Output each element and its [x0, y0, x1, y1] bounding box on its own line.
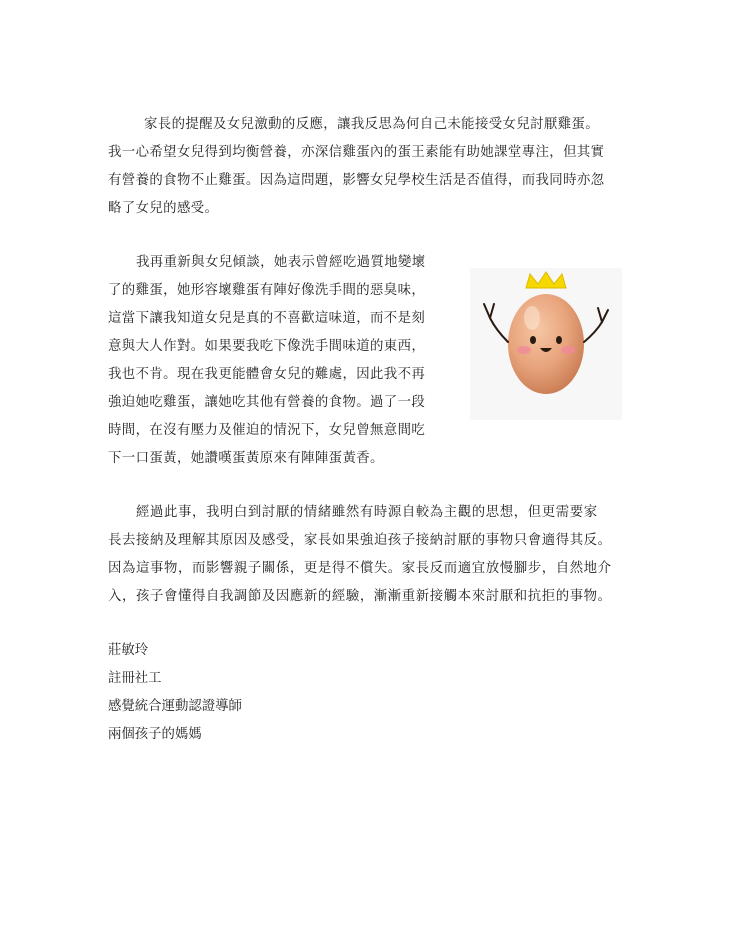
text-line: 我一心希望女兒得到均衡營養，亦深信雞蛋內的蛋王素能有助她課堂專注，但其實 — [108, 145, 605, 160]
egg-mascot-icon — [470, 268, 622, 420]
text-line: 我也不肯。現在我更能體會女兒的難處，因此我不再 — [108, 367, 426, 382]
egg-highlight — [524, 306, 540, 330]
left-eye-icon — [530, 336, 536, 344]
right-eye-icon — [556, 336, 562, 344]
text-line: 略了女兒的感受。 — [108, 201, 219, 216]
text-line: 長去接納及理解其原因及感受，家長如果強迫孩子接納討厭的事物只會適得其反。 — [108, 533, 612, 548]
author-role: 感覺統合運動認證導師 — [108, 699, 242, 714]
text-line: 有營養的食物不止雞蛋。因為這問題，影響女兒學校生活是否值得，而我同時亦忽 — [108, 173, 605, 188]
right-cheek — [561, 346, 575, 354]
text-line: 下一口蛋黃，她讚嘆蛋黃原來有陣陣蛋黃香。 — [108, 451, 384, 466]
egg-body — [508, 294, 584, 394]
egg-mascot-illustration — [470, 268, 622, 420]
left-cheek — [517, 346, 531, 354]
text-line: 我再重新與女兒傾談，她表示曾經吃過質地變壞 — [136, 255, 426, 270]
author-name: 莊敏玲 — [108, 643, 149, 658]
text-line: 意與大人作對。如果要我吃下像洗手間味道的東西， — [108, 339, 426, 354]
author-role: 註冊社工 — [108, 671, 162, 686]
text-line: 因為這事物，而影響親子關係，更是得不償失。家長反而適宜放慢腳步，自然地介 — [108, 561, 612, 576]
text-line: 入，孩子會懂得自我調節及因應新的經驗，漸漸重新接觸本來討厭和抗拒的事物。 — [108, 589, 612, 604]
text-line: 時間，在沒有壓力及催迫的情況下，女兒曾無意間吃 — [108, 423, 426, 438]
author-role: 兩個孩子的媽媽 — [108, 727, 202, 742]
text-line: 了的雞蛋，她形容壞雞蛋有陣好像洗手間的惡臭味， — [108, 283, 426, 298]
text-line: 強迫她吃雞蛋，讓她吃其他有營養的食物。過了一段 — [108, 395, 426, 410]
text-line: 經過此事，我明白到討厭的情緒雖然有時源自較為主觀的思想，但更需要家 — [136, 505, 598, 520]
text-line: 這當下讓我知道女兒是真的不喜歡這味道，而不是刻 — [108, 311, 426, 326]
text-line: 家長的提醒及女兒激動的反應，讓我反思為何自己未能接受女兒討厭雞蛋。 — [144, 117, 600, 132]
